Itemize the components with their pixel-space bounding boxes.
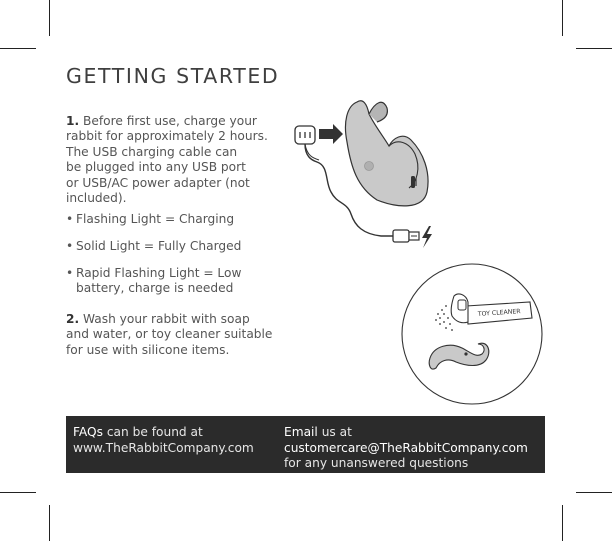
faq-url-link[interactable]: www.TheRabbitCompany.com [73,440,254,455]
charging-illustration [285,92,445,257]
step-1-line-2: rabbit for approximately 2 hours. [66,129,268,144]
crop-mark-top-right [562,0,563,36]
crop-mark-bottom-right [562,505,563,541]
bullet-rapid-flashing [66,266,241,297]
faq-text: can be found at [102,425,203,439]
step-1-line-6: included). [66,191,127,206]
charge-port [411,176,415,188]
crop-mark-left-top [0,48,36,49]
toy-cleaner-label: TOY CLEANER [477,308,521,318]
step-1-line-3: The USB charging cable can [66,144,238,159]
bullet-text: Solid Light = Fully Charged [76,239,242,253]
crop-mark-bottom-left [49,505,50,541]
crop-mark-right-bottom [576,492,612,493]
step-1-line-1: Before first use, charge your [83,114,257,128]
device-light [365,162,374,171]
bullet-solid-light [66,239,241,254]
step-2-line-1: Wash your rabbit with soap [83,312,250,326]
page-title: GETTING STARTED [66,64,280,88]
faq-label: FAQs [73,425,103,439]
bullet-text: Flashing Light = Charging [76,212,235,226]
bullet-mark: • [66,212,74,226]
device-body [345,101,428,206]
step-1-line-4: be plugged into any USB port [66,160,246,175]
faq-block [73,425,254,456]
step-2-text [66,312,272,358]
crop-mark-right-top [576,48,612,49]
email-note: for any unanswered questions [284,456,469,471]
cleaning-circle [402,264,542,404]
bullet-mark: • [66,239,74,253]
lightning-icon [422,226,432,248]
step-2-line-3: for use with silicone items. [66,342,230,357]
arrow-icon [319,124,343,144]
step-2-number: 2. [66,312,80,326]
email-address-link[interactable]: customercare@TheRabbitCompany.com [284,440,528,455]
email-text: us at [317,425,352,439]
usb-plug [393,230,409,242]
footer-bar [66,416,545,473]
step-1-number: 1. [66,114,80,128]
crop-mark-left-bottom [0,492,36,493]
step-1-line-5: or USB/AC power adapter (not [66,175,250,190]
bullet-mark: • [66,266,74,280]
bullet-text-continued: battery, charge is needed [76,281,234,296]
step-1-text [66,114,268,206]
email-label: Email [284,425,318,439]
step-2-line-2: and water, or toy cleaner suitable [66,327,273,342]
bullet-flashing-light [66,212,234,227]
email-block [284,425,528,472]
bullet-text: Rapid Flashing Light = Low [76,266,242,280]
crop-mark-top-left [49,0,50,36]
cleaning-illustration [400,262,544,406]
